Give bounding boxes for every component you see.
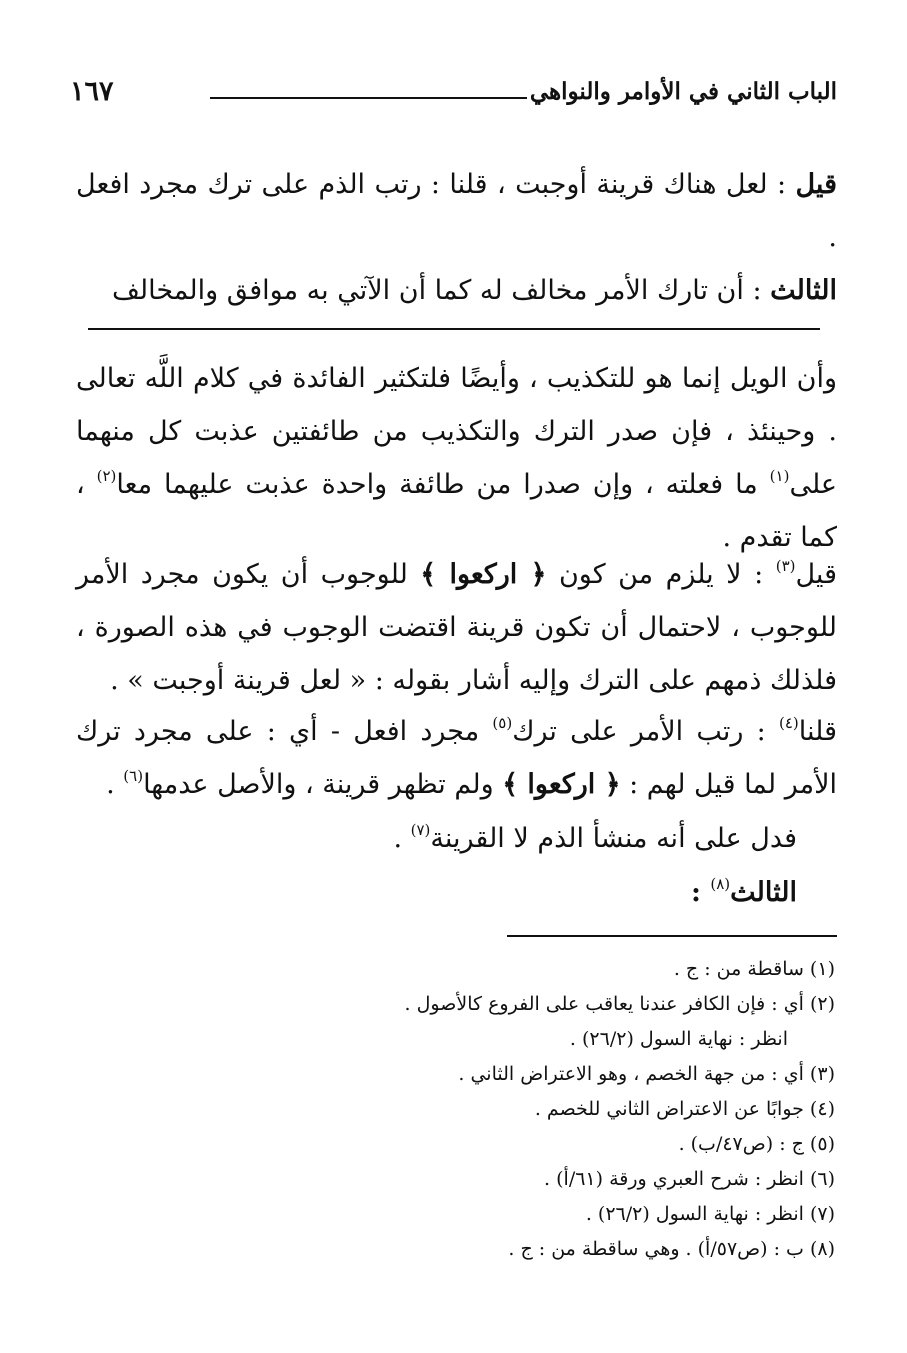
- footnote: (٥) ج : (ص٤٧/ب) .: [678, 1133, 835, 1155]
- footnote-ref: (١): [769, 467, 790, 485]
- paragraph-conclusion: [76, 812, 837, 865]
- footnote: (٣) أي : من جهة الخصم ، وهو الاعتراض الثاني .: [458, 1063, 835, 1085]
- footnote-ref: (٣): [775, 557, 796, 575]
- footnote-ref: (٥): [492, 714, 513, 732]
- paragraph-objection: [76, 158, 837, 264]
- running-title: الباب الثاني في الأوامر والنواهي: [529, 78, 837, 105]
- footnote: (٦) انظر : شرح العبري ورقة (٦١/أ) .: [544, 1168, 835, 1190]
- text-run: ما فعلته ، وإن صدرا من طائفة واحدة عذبت عليهما معا: [116, 469, 770, 500]
- footnote: (٧) انظر : نهاية السول (٢٦/٢) .: [585, 1203, 835, 1225]
- text-run: : لا يلزم من كون: [546, 559, 776, 590]
- text-run: فدل على أنه منشأ الذم لا القرينة: [430, 823, 797, 854]
- paragraph-text: : لعل هناك قرينة أوجبت ، قلنا : رتب الذم على ترك مجرد افعل .: [76, 169, 837, 253]
- text-run: .: [106, 769, 124, 800]
- paragraph-third: [76, 264, 837, 317]
- footnote: (٤) جوابًا عن الاعتراض الثاني للخصم .: [534, 1098, 835, 1120]
- quran-quote: ﴿ اركعوا ﴾: [502, 769, 621, 800]
- quran-quote: ﴿ اركعوا ﴾: [420, 559, 547, 590]
- page-header: [70, 70, 837, 120]
- paragraph-lead: الثالث: [770, 275, 837, 306]
- footnote: انظر : نهاية السول (٢٦/٢) .: [569, 1028, 788, 1050]
- paragraph-lead: قيل: [795, 169, 837, 200]
- text-run: : رتب الأمر على ترك: [512, 716, 779, 747]
- footnote: (٨) ب : (ص٥٧/أ) . وهي ساقطة من : ج .: [508, 1238, 835, 1260]
- text-run: .: [393, 823, 411, 854]
- page-number: ١٦٧: [70, 76, 114, 107]
- footnote-ref: (٨): [710, 875, 731, 893]
- section-divider: [88, 328, 820, 330]
- footnote: (١) ساقطة من : ج .: [673, 958, 835, 980]
- header-rule: [210, 97, 527, 99]
- text-run: ، كما تقدم .: [76, 469, 837, 553]
- text-run: :: [691, 877, 711, 908]
- paragraph-text: : أن تارك الأمر مخالف له كما أن الآتي به موافق والمخالف: [111, 275, 771, 306]
- text-run: وأن الويل إنما هو للتكذيب ، وأيضًا فلتكثير الفائدة في كلام اللَّه تعالى . وحينئذ ، فإن صدر الترك والتكذيب من طائفتين عذبت كل منهما على: [76, 363, 838, 500]
- footnotes: [76, 952, 835, 1267]
- text-run: ولم تظهر قرينة ، والأصل عدمها: [143, 769, 503, 800]
- text-run: قلنا: [798, 716, 837, 747]
- footnote: (٢) أي : فإن الكافر عندنا يعاقب على الفروع كالأصول .: [404, 993, 835, 1015]
- footnote-ref: (٧): [410, 821, 431, 839]
- footnote-ref: (٢): [96, 467, 117, 485]
- paragraph-woe: [76, 352, 837, 564]
- paragraph-third-heading: [76, 866, 837, 919]
- text-run: للوجوب أن يكون مجرد الأمر للوجوب ، لاحتمال أن تكون قرينة اقتضت الوجوب في هذه الصورة ، فلذلك ذمهم على الترك وإليه أشار بقوله : « لعل قرينة أوجبت » .: [76, 559, 837, 696]
- text-run: مجرد افعل - أي : على مجرد ترك الأمر لما قيل لهم :: [76, 716, 837, 800]
- paragraph-reply: [76, 705, 837, 811]
- text-run: الثالث: [730, 877, 797, 908]
- footnote-ref: (٤): [778, 714, 799, 732]
- text-run: قيل: [795, 559, 837, 590]
- footnote-ref: (٦): [123, 767, 144, 785]
- footnote-divider: [507, 935, 837, 937]
- paragraph-objection-2: [76, 548, 837, 707]
